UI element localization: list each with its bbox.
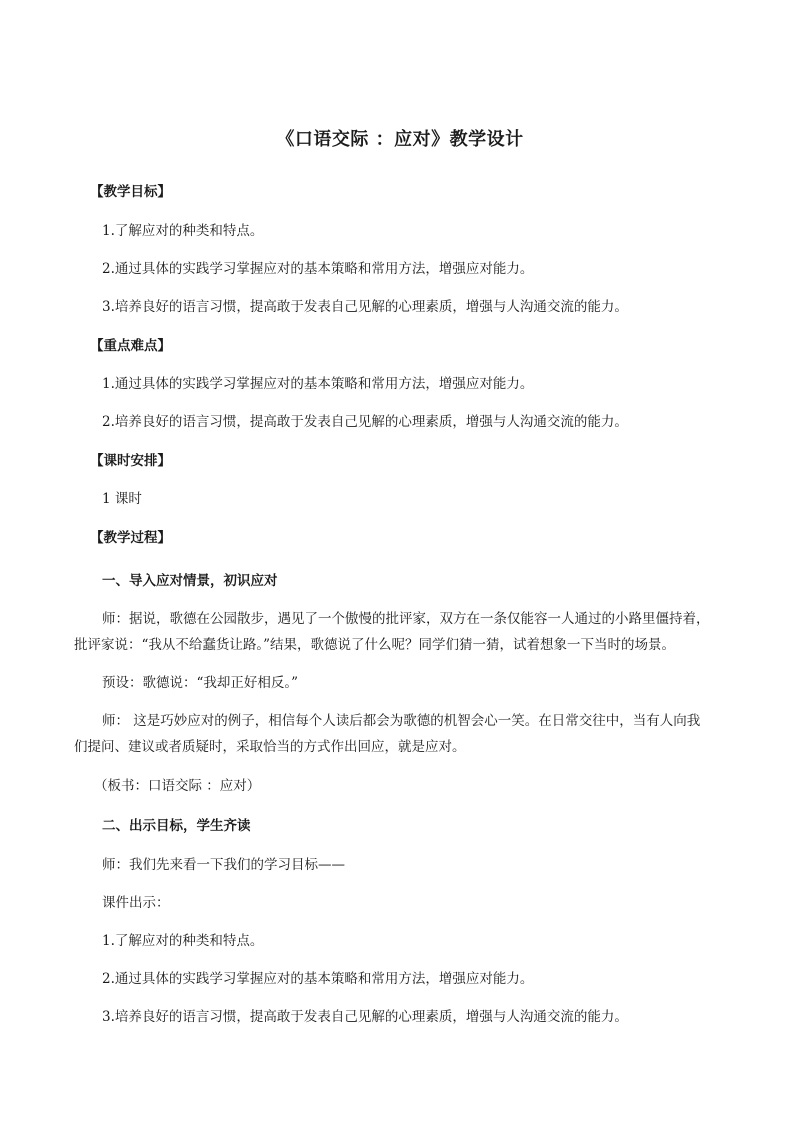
section-heading-goals: 【教学目标】 bbox=[90, 184, 171, 200]
process-part1-paragraph3-line1: 师： 这是巧妙应对的例子，相信每个人读后都会为歌德的机智会心一笑。在日常交往中，当有人向我 bbox=[102, 713, 701, 729]
process-part1-paragraph2: 预设：歌德说：“我却正好相反。” bbox=[102, 675, 299, 691]
process-part2-paragraph1: 师：我们先来看一下我们的学习目标—— bbox=[102, 857, 345, 873]
process-part2-item-2: 2.通过具体的实践学习掌握应对的基本策略和常用方法，增强应对能力。 bbox=[102, 971, 534, 987]
schedule-text: 1 课时 bbox=[102, 491, 142, 507]
process-part1-paragraph1-line1: 师：据说，歌德在公园散步，遇见了一个傲慢的批评家，双方在一条仅能容一人通过的小路里僵持着， bbox=[102, 611, 710, 627]
keypoint-item-2: 2.培养良好的语言习惯，提高敢于发表自己见解的心理素质，增强与人沟通交流的能力。 bbox=[102, 414, 628, 430]
section-heading-process: 【教学过程】 bbox=[90, 530, 171, 546]
goal-item-1: 1.了解应对的种类和特点。 bbox=[102, 223, 264, 239]
process-part2-paragraph2: 课件出示： bbox=[102, 895, 170, 911]
document-title: 《口语交际 ：应对》教学设计 bbox=[276, 129, 524, 150]
process-part2-item-1: 1.了解应对的种类和特点。 bbox=[102, 933, 264, 949]
process-part1-heading: 一、导入应对情景，初识应对 bbox=[102, 573, 278, 589]
goal-item-2: 2.通过具体的实践学习掌握应对的基本策略和常用方法，增强应对能力。 bbox=[102, 261, 534, 277]
section-heading-schedule: 【课时安排】 bbox=[90, 453, 171, 469]
process-part2-item-3: 3.培养良好的语言习惯，提高敢于发表自己见解的心理素质，增强与人沟通交流的能力。 bbox=[102, 1009, 628, 1025]
process-part2-heading: 二、出示目标，学生齐读 bbox=[102, 818, 251, 834]
section-heading-keypoints: 【重点难点】 bbox=[90, 338, 171, 354]
process-part1-board-note: （板书：口语交际 ：应对） bbox=[94, 778, 261, 794]
process-part1-paragraph1-line2: 批评家说：“我从不给蠢货让路。”结果，歌德说了什么呢？同学们猜一猜，试着想象一下当时的场景。 bbox=[74, 637, 676, 653]
keypoint-item-1: 1.通过具体的实践学习掌握应对的基本策略和常用方法，增强应对能力。 bbox=[102, 376, 534, 392]
goal-item-3: 3.培养良好的语言习惯，提高敢于发表自己见解的心理素质，增强与人沟通交流的能力。 bbox=[102, 299, 628, 315]
process-part1-paragraph3-line2: 们提问、建议或者质疑时，采取恰当的方式作出回应，就是应对。 bbox=[74, 739, 466, 755]
